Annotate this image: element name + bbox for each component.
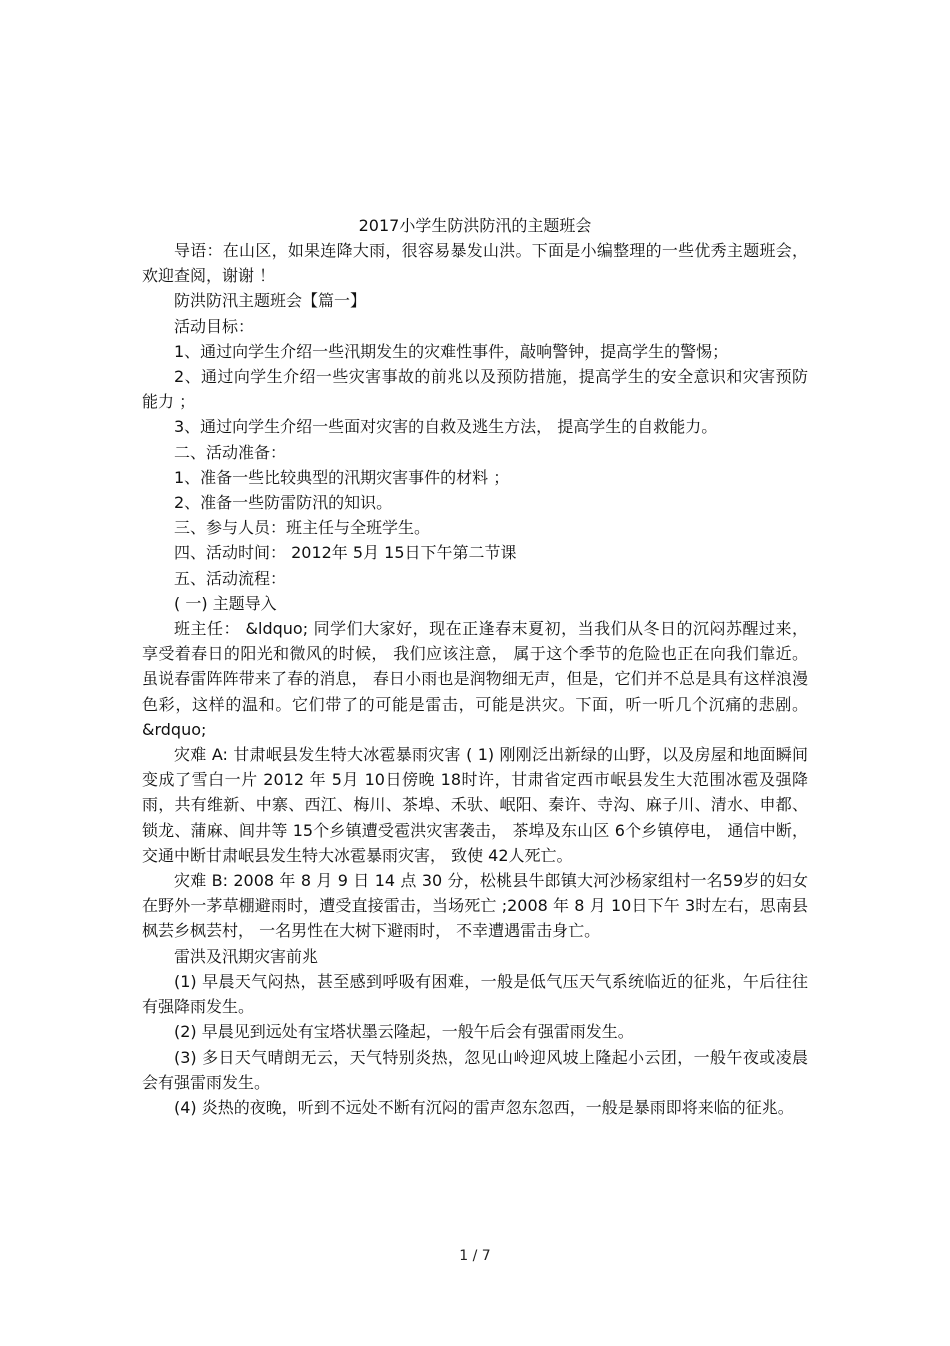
paragraph-intro: 导语：在山区，如果连降大雨，很容易暴发山洪。下面是小编整理的一些优秀主题班会，欢迎查阅，谢谢 ！ (142, 241, 808, 286)
paragraph-participants: 三、参与人员：班主任与全班学生。 (174, 518, 431, 538)
paragraph-disaster-b: 灾难 B: 2008 年 8 月 9 日 14 点 30 分，松桃县牛郎镇大河沙杨家组村一名59岁的妇女在野外一茅草棚避雨时，遭受直接雷击，当场死亡 ;2008 年 8 月 10日下午 3时左右，思南县枫芸乡枫芸村， 一名男性在大树下避雨时， 不幸遭遇雷击身亡。 (142, 871, 808, 941)
paragraph-prep-heading: 二、活动准备： (174, 442, 287, 462)
document-title: 2017小学生防洪防汛的主题班会 (358, 216, 592, 235)
paragraph-goal-1: 1、通过向学生介绍一些汛期发生的灾难性事件，敲响警钟，提高学生的警惕； (174, 341, 729, 361)
paragraph-prep-2: 2、准备一些防雷防汛的知识。 (174, 493, 393, 513)
paragraph-teacher-speech: 班主任： &ldquo; 同学们大家好，现在正逢春末夏初，当我们从冬日的沉闷苏醒过来， 享受着春日的阳光和微风的时候， 我们应该注意， 属于这个季节的危险也正在向我们靠近。 虽说春雷阵阵带来了春的消息， 春日小雨也是润物细无声，但是，它们并不总是具有这样浪漫色彩，这样的温和。它们带了的可能是雷击，可能是洪灾。下面，听一听几个沉痛的悲剧。 &rdquo; (142, 619, 808, 739)
paragraph-goal-2: 2、通过向学生介绍一些灾害事故的前兆以及预防措施，提高学生的安全意识和灾害预防能力 ； (142, 367, 808, 412)
paragraph-goal-3: 3、通过向学生介绍一些面对灾害的自救及逃生方法， 提高学生的自救能力。 (174, 417, 718, 437)
paragraph-omen-1: (1) 早晨天气闷热，甚至感到呼吸有困难，一般是低气压天气系统临近的征兆，午后往往有强降雨发生。 (142, 971, 808, 1017)
paragraph-process-heading: 五、活动流程： (174, 568, 287, 588)
paragraph-omen-4: (4) 炎热的夜晚，听到不远处不断有沉闷的雷声忽东忽西，一般是暴雨即将来临的征兆。 (174, 1097, 794, 1117)
page-number: 1 / 7 (459, 1248, 491, 1264)
paragraph-section-heading: 防洪防汛主题班会【篇一】 (174, 291, 367, 311)
paragraph-omen-2: (2) 早晨见到远处有宝塔状墨云隆起，一般午后会有强雷雨发生。 (174, 1022, 634, 1042)
paragraph-goals-heading: 活动目标： (174, 316, 255, 336)
paragraph-prep-1: 1、准备一些比较典型的汛期灾害事件的材料 ； (174, 467, 510, 487)
paragraph-intro-topic: ( 一) 主题导入 (174, 593, 277, 613)
paragraph-disaster-a: 灾难 A: 甘肃岷县发生特大冰雹暴雨灾害 ( 1) 刚刚泛出新绿的山野，以及房屋和地面瞬间变成了雪白一片 2012 年 5月 10日傍晚 18时许，甘肃省定西市岷县发生大范围冰雹及强降雨，共有维新、中寨、西江、梅川、茶埠、禾驮、岷阳、秦许、寺沟、麻子川、清水、申都、锁龙、蒲麻、闾井等 15个乡镇遭受雹洪灾害袭击， 茶埠及东山区 6个乡镇停电， 通信中断， 交通中断甘肃岷县发生特大冰雹暴雨灾害， 致使 42人死亡。 (142, 745, 808, 865)
document-body (142, 238, 808, 1120)
paragraph-time: 四、活动时间： 2012年 5月 15日下午第二节课 (174, 543, 517, 563)
paragraph-omen-3: (3) 多日天气晴朗无云，天气特别炎热，忽见山岭迎风坡上隆起小云团，一般午夜或凌晨会有强雷雨发生。 (142, 1047, 808, 1092)
paragraph-omens-heading: 雷洪及汛期灾害前兆 (174, 946, 319, 966)
